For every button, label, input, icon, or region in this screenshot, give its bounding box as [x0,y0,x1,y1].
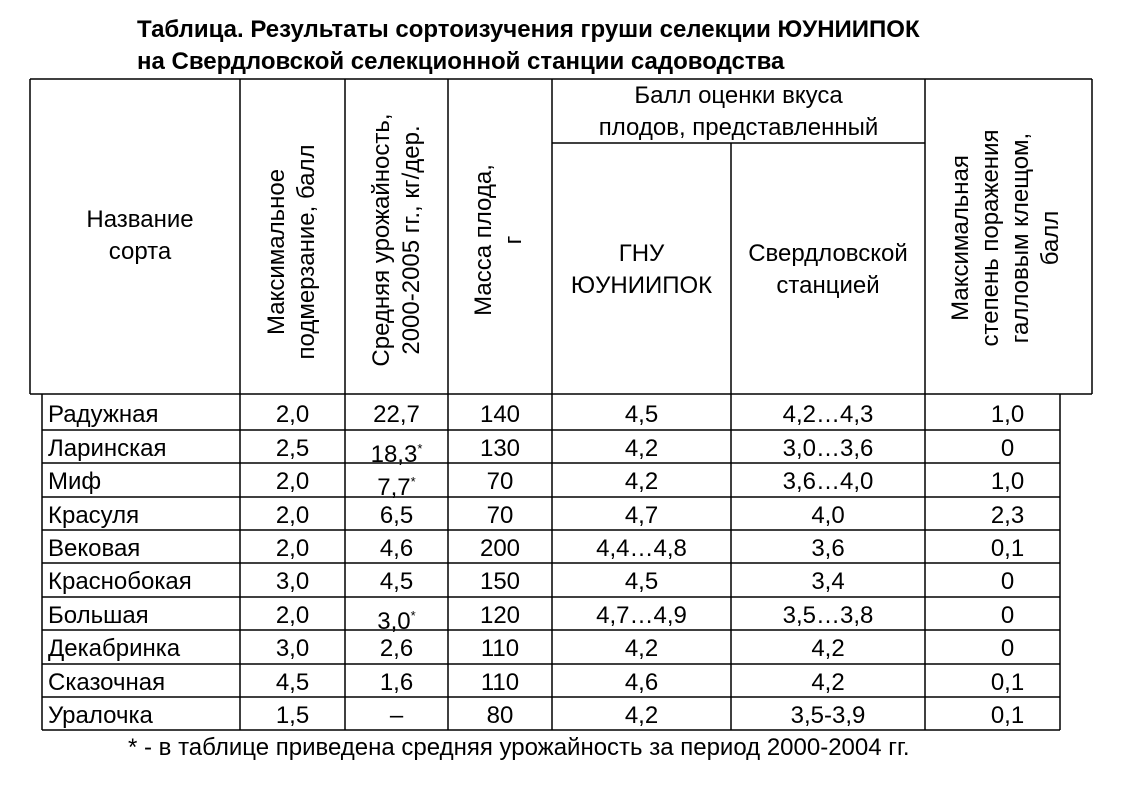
cell-mass [448,599,552,632]
variety-name: Уралочка [48,702,153,729]
cell-mass-value: 110 [480,635,520,662]
header-taste-sverd [731,238,925,302]
cell-freeze-value: 3,0 [275,635,310,662]
cell-mite [925,666,1090,699]
cell-yield-value: 18,3 [370,441,418,468]
cell-gnu-value: 4,6 [624,669,659,696]
header-name-line-2: сорта [108,238,172,265]
cell-mite-value: 0,1 [990,702,1025,729]
cell-gnu-value: 4,7…4,9 [596,602,687,629]
cell-mite-value: 0 [1000,568,1015,595]
variety-name: Ларинская [48,435,167,462]
cell-yield-value: – [389,702,404,729]
cell-freeze [240,532,345,565]
variety-name: Сказочная [48,669,166,696]
cell-yield [345,499,448,532]
header-taste-sverd-line-2: станцией [776,272,880,299]
cell-sverd [731,499,925,532]
cell-freeze-value: 2,0 [275,401,310,428]
cell-mite [925,599,1090,632]
cell-mite-value: 1,0 [990,401,1025,428]
header-freeze-line-1: Максимальное [263,168,290,336]
cell-yield [345,398,448,431]
footnote-marker: * [410,474,416,489]
cell-mass-value: 80 [486,702,514,729]
title-line-2: на Свердловской селекционной станции садоводства [137,48,785,75]
cell-gnu-value: 4,5 [624,401,659,428]
cell-yield-value: 7,7 [377,474,411,501]
cell-gnu-value: 4,2 [624,635,659,662]
header-yield-line-2: 2000-2005 гг., кг/дер. [398,125,425,355]
cell-yield-value: 4,6 [379,535,414,562]
cell-freeze-value: 2,5 [275,435,310,462]
header-taste-line-2: плодов, представленный [598,114,879,141]
cell-gnu [552,565,731,598]
cell-gnu [552,699,731,732]
header-name [40,204,240,268]
cell-freeze [240,398,345,431]
cell-sverd-value: 4,2 [811,635,845,662]
cell-freeze [240,432,345,465]
cell-freeze [240,599,345,632]
cell-mite-value: 2,3 [990,502,1025,529]
cell-freeze-value: 1,5 [275,702,310,729]
variety-name: Красуля [48,502,140,529]
cell-mass-value: 200 [479,535,521,562]
footnote-marker: * [410,608,416,623]
header-yield [367,90,427,390]
cell-sverd [731,465,925,498]
cell-gnu-value: 4,2 [624,468,659,495]
cell-mite [925,565,1090,598]
cell-sverd [731,599,925,632]
cell-yield [345,666,448,699]
header-freeze-line-2: подмерзание, балл [293,144,320,360]
cell-gnu [552,666,731,699]
cell-freeze [240,499,345,532]
cell-sverd-value: 4,2…4,3 [782,401,874,428]
cell-freeze [240,632,345,665]
header-name-line-1: Название [86,206,194,233]
footnote: * - в таблице приведена средняя урожайность за период 2000-2004 гг. [128,734,910,761]
cell-sverd-value: 3,6 [811,535,845,562]
header-mite-line-3: галловым клещом, [1007,132,1034,344]
cell-mass-value: 150 [479,568,521,595]
cell-yield-value: 22,7 [373,401,420,428]
cell-freeze-value: 3,0 [275,568,310,595]
cell-gnu [552,465,731,498]
cell-sverd-value: 3,5…3,8 [782,602,874,629]
cell-gnu-value: 4,7 [624,502,659,529]
cell-gnu-value: 4,5 [624,568,659,595]
variety-name: Миф [48,468,102,495]
header-mite-line-1: Максимальная [947,155,974,321]
header-taste [552,80,925,144]
cell-mite [925,699,1090,732]
cell-sverd-value: 3,5-3,9 [790,702,866,729]
cell-mass [448,499,552,532]
cell-freeze-value: 2,0 [275,535,310,562]
cell-gnu [552,532,731,565]
cell-sverd [731,532,925,565]
cell-mass-value: 130 [479,435,521,462]
cell-sverd [731,398,925,431]
cell-mite-value: 0,1 [990,669,1025,696]
cell-gnu-value: 4,4…4,8 [596,535,687,562]
cell-freeze [240,666,345,699]
cell-yield-value: 3,0 [377,608,411,635]
cell-freeze-value: 2,0 [275,468,310,495]
cell-sverd-value: 3,6…4,0 [782,468,874,495]
cell-yield [345,532,448,565]
variety-name: Большая [48,602,149,629]
cell-sverd [731,699,925,732]
cell-freeze-value: 4,5 [275,669,310,696]
header-taste-gnu-line-2: ЮУНИИПОК [570,272,713,299]
cell-mass [448,532,552,565]
cell-mite [925,532,1090,565]
cell-gnu [552,398,731,431]
cell-yield-value: 2,6 [379,635,414,662]
cell-freeze [240,465,345,498]
cell-yield-value: 4,5 [379,568,414,595]
cell-mite [925,465,1090,498]
cell-yield [345,699,448,732]
cell-sverd [731,666,925,699]
cell-mite [925,398,1090,431]
title-line-1: Таблица. Результаты сортоизучения груши селекции ЮУНИИПОК [137,16,920,43]
cell-gnu [552,432,731,465]
cell-mass-value: 70 [486,468,514,495]
cell-mass [448,632,552,665]
variety-name: Вековая [48,535,141,562]
cell-mite-value: 0 [1000,635,1015,662]
header-taste-gnu [552,238,731,302]
header-mass-line-2: г [500,235,527,245]
cell-sverd [731,565,925,598]
cell-freeze [240,699,345,732]
cell-mass [448,666,552,699]
cell-yield-value: 1,6 [379,669,414,696]
cell-mite-value: 0 [1000,435,1015,462]
header-mite-line-2: степень поражения [977,129,1004,347]
cell-yield [345,632,448,665]
cell-gnu [552,632,731,665]
header-freeze [262,102,322,402]
cell-mite [925,432,1090,465]
cell-freeze-value: 2,0 [275,502,310,529]
variety-name: Декабринка [48,635,181,662]
cell-sverd-value: 4,2 [811,669,845,696]
header-mite [946,88,1070,388]
header-mite-line-4: балл [1037,210,1064,266]
header-taste-line-1: Балл оценки вкуса [634,82,843,109]
cell-gnu [552,499,731,532]
header-yield-line-1: Средняя урожайность, [368,113,395,367]
cell-mite-value: 0 [1000,602,1015,629]
cell-yield [345,565,448,598]
cell-mite [925,499,1090,532]
header-mass [469,90,529,390]
footnote-marker: * [417,441,423,456]
cell-sverd-value: 3,4 [811,568,845,595]
cell-gnu [552,599,731,632]
cell-gnu-value: 4,2 [624,435,659,462]
cell-sverd-value: 3,0…3,6 [782,435,874,462]
variety-name: Радужная [48,401,159,428]
cell-sverd [731,632,925,665]
cell-sverd [731,432,925,465]
cell-sverd-value: 4,0 [811,502,845,529]
cell-mite-value: 1,0 [990,468,1025,495]
cell-mass [448,699,552,732]
header-mass-line-1: Масса плода, [470,164,497,316]
cell-mass-value: 70 [486,502,514,529]
header-taste-gnu-line-1: ГНУ [618,240,665,267]
cell-mass [448,432,552,465]
cell-mass-value: 110 [480,669,520,696]
cell-mass [448,565,552,598]
cell-mite-value: 0,1 [990,535,1025,562]
cell-freeze [240,565,345,598]
cell-mass-value: 140 [479,401,521,428]
cell-mass-value: 120 [479,602,521,629]
header-taste-sverd-line-1: Свердловской [748,240,908,267]
cell-freeze-value: 2,0 [275,602,310,629]
cell-mass [448,465,552,498]
cell-gnu-value: 4,2 [624,702,659,729]
variety-name: Краснобокая [48,568,192,595]
cell-yield-value: 6,5 [379,502,414,529]
cell-mass [448,398,552,431]
cell-mite [925,632,1090,665]
